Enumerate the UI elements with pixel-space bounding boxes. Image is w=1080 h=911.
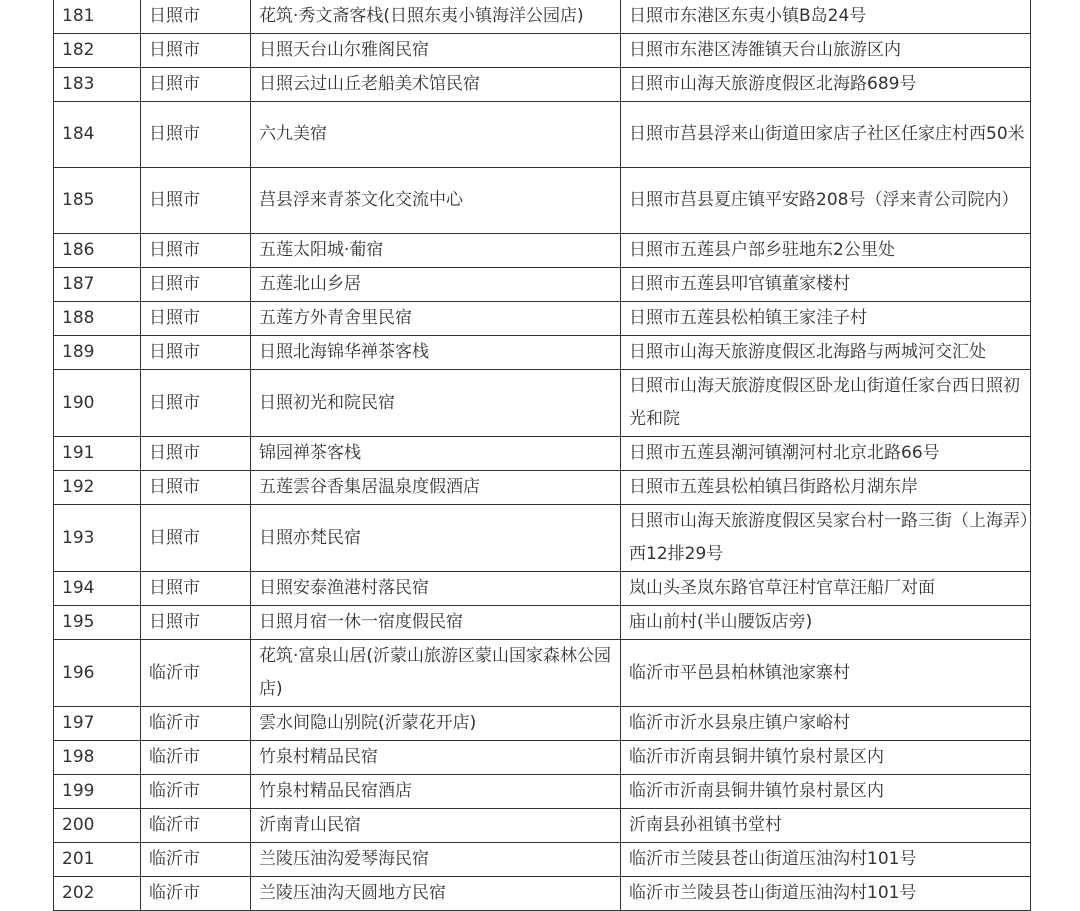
table-row	[54, 640, 1031, 707]
city-cell: 日照市	[141, 437, 251, 471]
table-body	[54, 0, 1031, 911]
guesthouse-table-container	[53, 0, 1030, 911]
address-cell: 临沂市平邑县柏林镇池家寨村	[621, 640, 1031, 707]
guesthouse-name-cell: 日照月宿一休一宿度假民宿	[251, 606, 621, 640]
table-row	[54, 268, 1031, 302]
city-cell: 临沂市	[141, 640, 251, 707]
address-cell: 岚山头圣岚东路官草汪村官草汪船厂对面	[621, 572, 1031, 606]
city-cell: 日照市	[141, 234, 251, 268]
row-number-cell: 191	[54, 437, 141, 471]
address-cell: 沂南县孙祖镇书堂村	[621, 809, 1031, 843]
row-number-cell: 193	[54, 505, 141, 572]
address-cell: 临沂市沂水县泉庄镇户家峪村	[621, 707, 1031, 741]
address-cell: 庙山前村(半山腰饭店旁)	[621, 606, 1031, 640]
row-number-cell: 189	[54, 336, 141, 370]
address-cell: 日照市山海天旅游度假区卧龙山街道任家台西日照初光和院	[621, 370, 1031, 437]
city-cell: 日照市	[141, 606, 251, 640]
row-number-cell: 194	[54, 572, 141, 606]
city-cell: 临沂市	[141, 741, 251, 775]
table-row	[54, 606, 1031, 640]
table-row	[54, 102, 1031, 168]
table-row	[54, 168, 1031, 234]
address-cell: 日照市东港区东夷小镇B岛24号	[621, 0, 1031, 34]
row-number-cell: 185	[54, 168, 141, 234]
guesthouse-name-cell: 花筑·富泉山居(沂蒙山旅游区蒙山国家森林公园店)	[251, 640, 621, 707]
guesthouse-name-cell: 花筑·秀文斋客栈(日照东夷小镇海洋公园店)	[251, 0, 621, 34]
table-row	[54, 775, 1031, 809]
city-cell: 日照市	[141, 505, 251, 572]
row-number-cell: 196	[54, 640, 141, 707]
table-row	[54, 572, 1031, 606]
address-cell: 临沂市沂南县铜井镇竹泉村景区内	[621, 775, 1031, 809]
row-number-cell: 199	[54, 775, 141, 809]
address-cell: 日照市五莲县松柏镇王家洼子村	[621, 302, 1031, 336]
table-row	[54, 0, 1031, 34]
row-number-cell: 197	[54, 707, 141, 741]
city-cell: 日照市	[141, 336, 251, 370]
row-number-cell: 188	[54, 302, 141, 336]
guesthouse-table	[53, 0, 1031, 911]
row-number-cell: 190	[54, 370, 141, 437]
address-cell: 日照市东港区涛雒镇天台山旅游区内	[621, 34, 1031, 68]
guesthouse-name-cell: 日照安泰渔港村落民宿	[251, 572, 621, 606]
city-cell: 日照市	[141, 102, 251, 168]
address-cell: 临沂市兰陵县苍山街道压油沟村101号	[621, 843, 1031, 877]
city-cell: 日照市	[141, 0, 251, 34]
row-number-cell: 186	[54, 234, 141, 268]
city-cell: 临沂市	[141, 877, 251, 911]
table-row	[54, 370, 1031, 437]
guesthouse-name-cell: 兰陵压油沟爱琴海民宿	[251, 843, 621, 877]
row-number-cell: 184	[54, 102, 141, 168]
city-cell: 临沂市	[141, 843, 251, 877]
address-cell: 日照市莒县夏庄镇平安路208号（浮来青公司院内）	[621, 168, 1031, 234]
guesthouse-name-cell: 五莲雲谷香集居温泉度假酒店	[251, 471, 621, 505]
table-row	[54, 34, 1031, 68]
guesthouse-name-cell: 竹泉村精品民宿	[251, 741, 621, 775]
city-cell: 日照市	[141, 370, 251, 437]
city-cell: 日照市	[141, 471, 251, 505]
guesthouse-name-cell: 莒县浮来青茶文化交流中心	[251, 168, 621, 234]
table-row	[54, 302, 1031, 336]
address-cell: 临沂市兰陵县苍山街道压油沟村101号	[621, 877, 1031, 911]
table-row	[54, 471, 1031, 505]
guesthouse-name-cell: 五莲方外青舍里民宿	[251, 302, 621, 336]
city-cell: 日照市	[141, 572, 251, 606]
city-cell: 临沂市	[141, 809, 251, 843]
row-number-cell: 182	[54, 34, 141, 68]
address-cell: 日照市山海天旅游度假区北海路与两城河交汇处	[621, 336, 1031, 370]
table-row	[54, 877, 1031, 911]
table-row	[54, 437, 1031, 471]
guesthouse-name-cell: 五莲北山乡居	[251, 268, 621, 302]
row-number-cell: 201	[54, 843, 141, 877]
row-number-cell: 195	[54, 606, 141, 640]
guesthouse-name-cell: 沂南青山民宿	[251, 809, 621, 843]
table-row	[54, 234, 1031, 268]
guesthouse-name-cell: 日照北海锦华禅茶客栈	[251, 336, 621, 370]
table-row	[54, 843, 1031, 877]
row-number-cell: 183	[54, 68, 141, 102]
table-row	[54, 707, 1031, 741]
address-cell: 日照市五莲县潮河镇潮河村北京北路66号	[621, 437, 1031, 471]
guesthouse-name-cell: 锦园禅茶客栈	[251, 437, 621, 471]
guesthouse-name-cell: 六九美宿	[251, 102, 621, 168]
table-row	[54, 809, 1031, 843]
city-cell: 日照市	[141, 68, 251, 102]
guesthouse-name-cell: 日照初光和院民宿	[251, 370, 621, 437]
city-cell: 日照市	[141, 34, 251, 68]
city-cell: 日照市	[141, 168, 251, 234]
guesthouse-name-cell: 兰陵压油沟天圆地方民宿	[251, 877, 621, 911]
city-cell: 日照市	[141, 268, 251, 302]
guesthouse-name-cell: 日照亦梵民宿	[251, 505, 621, 572]
row-number-cell: 181	[54, 0, 141, 34]
row-number-cell: 198	[54, 741, 141, 775]
guesthouse-name-cell: 日照云过山丘老船美术馆民宿	[251, 68, 621, 102]
table-row	[54, 336, 1031, 370]
row-number-cell: 202	[54, 877, 141, 911]
address-cell: 日照市五莲县松柏镇吕街路松月湖东岸	[621, 471, 1031, 505]
address-cell: 日照市山海天旅游度假区吴家台村一路三街（上海弄）西12排29号	[621, 505, 1031, 572]
guesthouse-name-cell: 雲水间隐山别院(沂蒙花开店)	[251, 707, 621, 741]
address-cell: 日照市五莲县户部乡驻地东2公里处	[621, 234, 1031, 268]
row-number-cell: 200	[54, 809, 141, 843]
city-cell: 临沂市	[141, 775, 251, 809]
address-cell: 临沂市沂南县铜井镇竹泉村景区内	[621, 741, 1031, 775]
address-cell: 日照市五莲县叩官镇董家楼村	[621, 268, 1031, 302]
row-number-cell: 187	[54, 268, 141, 302]
address-cell: 日照市莒县浮来山街道田家店子社区任家庄村西50米	[621, 102, 1031, 168]
guesthouse-name-cell: 竹泉村精品民宿酒店	[251, 775, 621, 809]
table-row	[54, 505, 1031, 572]
city-cell: 日照市	[141, 302, 251, 336]
guesthouse-name-cell: 日照天台山尔雅阁民宿	[251, 34, 621, 68]
guesthouse-name-cell: 五莲太阳城·葡宿	[251, 234, 621, 268]
table-row	[54, 68, 1031, 102]
address-cell: 日照市山海天旅游度假区北海路689号	[621, 68, 1031, 102]
city-cell: 临沂市	[141, 707, 251, 741]
row-number-cell: 192	[54, 471, 141, 505]
table-row	[54, 741, 1031, 775]
